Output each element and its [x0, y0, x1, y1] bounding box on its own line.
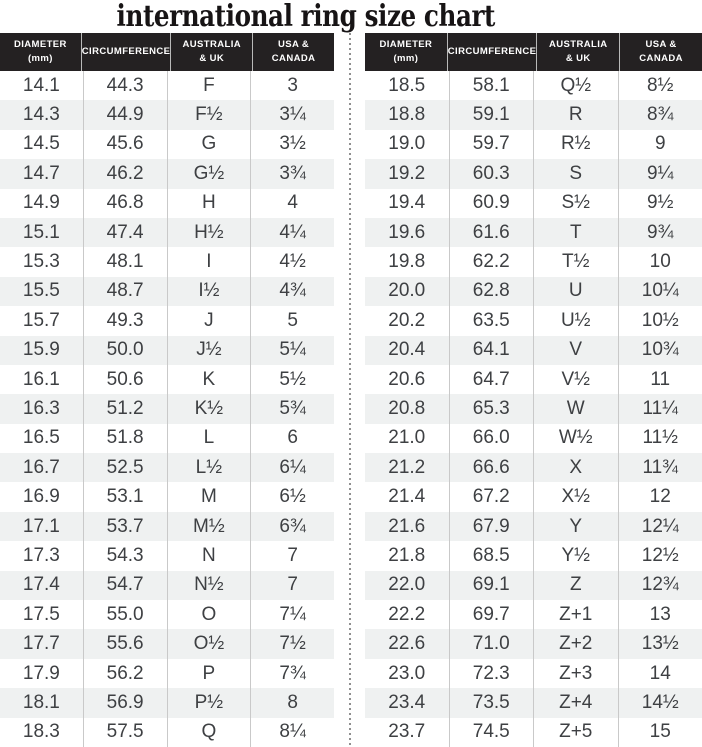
table-cell: 74.5 — [449, 718, 534, 747]
table-cell: 3 — [250, 71, 334, 100]
table-cell: 15.7 — [22, 309, 60, 331]
table-cell: I½ — [167, 277, 251, 306]
table-row — [0, 718, 334, 747]
table-cell: P — [167, 659, 251, 688]
table-cell: 4½ — [250, 247, 334, 276]
table-cell: 20.6 — [388, 368, 426, 390]
table-cell: U½ — [533, 306, 618, 335]
table-cell: 16.5 — [22, 427, 60, 449]
table-cell: 10¾ — [618, 336, 702, 365]
table-row — [365, 71, 702, 100]
table-row — [365, 718, 702, 747]
table-cell: H½ — [167, 218, 251, 247]
table-cell: 8 — [250, 688, 334, 717]
table-cell: 9¾ — [618, 218, 702, 247]
table-cell: 44.3 — [83, 71, 167, 100]
table-cell: 8¼ — [250, 718, 334, 747]
table-row — [0, 600, 334, 629]
table-cell: K — [167, 365, 251, 394]
table-row — [0, 306, 334, 335]
table-cell: 5 — [250, 306, 334, 335]
table-cell: 14.3 — [22, 104, 60, 126]
table-row — [0, 394, 334, 423]
table-cell: S — [533, 159, 618, 188]
table-cell: I — [167, 247, 251, 276]
table-cell: K½ — [167, 394, 251, 423]
table-cell: 60.9 — [449, 189, 534, 218]
column-header-australia-uk: AUSTRALIA & UK — [170, 33, 252, 71]
table-cell: 13½ — [618, 629, 702, 658]
table-cell: 4 — [250, 189, 334, 218]
table-cell: 19.8 — [388, 251, 426, 273]
table-cell: 15.1 — [22, 221, 60, 243]
table-row — [365, 189, 702, 218]
column-header-circumference: CIRCUMFERENCE — [81, 33, 171, 71]
table-cell: 51.8 — [83, 424, 167, 453]
table-row — [0, 512, 334, 541]
table-body — [365, 71, 702, 747]
table-cell: R½ — [533, 130, 618, 159]
table-cell: 19.2 — [388, 162, 426, 184]
table-cell: 16.1 — [22, 368, 60, 390]
table-cell: 55.6 — [83, 629, 167, 658]
table-cell: T — [533, 218, 618, 247]
table-row — [0, 71, 334, 100]
table-cell: 11 — [618, 365, 702, 394]
table-cell: 11¾ — [618, 453, 702, 482]
table-cell: 22.0 — [388, 574, 426, 596]
table-cell: 72.3 — [449, 659, 534, 688]
table-cell: 7½ — [250, 629, 334, 658]
table-cell: 15.9 — [22, 339, 60, 361]
table-row — [365, 100, 702, 129]
table-cell: Z — [533, 571, 618, 600]
table-cell: 54.3 — [83, 541, 167, 570]
table-row — [0, 277, 334, 306]
table-cell: Z+2 — [533, 629, 618, 658]
table-cell: 17.3 — [22, 544, 60, 566]
table-row — [0, 688, 334, 717]
table-row — [0, 659, 334, 688]
table-row — [365, 600, 702, 629]
table-cell: O½ — [167, 629, 251, 658]
table-cell: 10 — [618, 247, 702, 276]
table-cell: N — [167, 541, 251, 570]
table-cell: 4¼ — [250, 218, 334, 247]
table-row — [365, 659, 702, 688]
table-row — [365, 394, 702, 423]
table-row — [365, 688, 702, 717]
table-cell: 12½ — [618, 541, 702, 570]
table-cell: 6½ — [250, 482, 334, 511]
column-header-diameter: DIAMETER (mm) — [13, 38, 67, 64]
table-cell: W — [533, 394, 618, 423]
table-cell: 67.2 — [449, 482, 534, 511]
table-cell: 23.0 — [388, 662, 426, 684]
table-cell: 18.3 — [22, 721, 60, 743]
table-cell: 7¼ — [250, 600, 334, 629]
column-header-usa-canada: USA & CANADA — [252, 33, 334, 71]
table-row — [0, 336, 334, 365]
table-cell: 68.5 — [449, 541, 534, 570]
table-cell: P½ — [167, 688, 251, 717]
table-cell: Y — [533, 512, 618, 541]
table-row — [365, 512, 702, 541]
column-header-circumference: CIRCUMFERENCE — [447, 33, 537, 71]
table-cell: W½ — [533, 424, 618, 453]
table-cell: 14.1 — [22, 74, 60, 96]
table-row — [365, 365, 702, 394]
table-cell: Z+4 — [533, 688, 618, 717]
table-cell: Z+5 — [533, 718, 618, 747]
table-cell: 3¼ — [250, 100, 334, 129]
table-cell: 54.7 — [83, 571, 167, 600]
table-cell: 6¼ — [250, 453, 334, 482]
table-cell: 45.6 — [83, 130, 167, 159]
table-cell: 12¼ — [618, 512, 702, 541]
table-row — [365, 541, 702, 570]
table-cell: L½ — [167, 453, 251, 482]
table-cell: 16.3 — [22, 397, 60, 419]
table-cell: 58.1 — [449, 71, 534, 100]
table-cell: T½ — [533, 247, 618, 276]
table-cell: 23.4 — [388, 691, 426, 713]
table-cell: 3½ — [250, 130, 334, 159]
table-cell: Z+1 — [533, 600, 618, 629]
table-cell: 46.2 — [83, 159, 167, 188]
table-cell: H — [167, 189, 251, 218]
table-row — [365, 130, 702, 159]
table-cell: 17.7 — [22, 633, 60, 655]
table-cell: 14.7 — [22, 162, 60, 184]
table-cell: 12 — [618, 482, 702, 511]
table-cell: 14.5 — [22, 133, 60, 155]
table-cell: U — [533, 277, 618, 306]
table-cell: 22.2 — [388, 603, 426, 625]
table-row — [365, 159, 702, 188]
table-cell: 46.8 — [83, 189, 167, 218]
table-cell: 8½ — [618, 71, 702, 100]
table-cell: 49.3 — [83, 306, 167, 335]
table-cell: 9½ — [618, 189, 702, 218]
table-cell: 56.9 — [83, 688, 167, 717]
table-cell: 55.0 — [83, 600, 167, 629]
table-cell: 44.9 — [83, 100, 167, 129]
table-cell: F½ — [167, 100, 251, 129]
table-cell: 5¼ — [250, 336, 334, 365]
table-cell: 52.5 — [83, 453, 167, 482]
table-cell: V½ — [533, 365, 618, 394]
table-row — [365, 453, 702, 482]
table-cell: N½ — [167, 571, 251, 600]
table-row — [0, 629, 334, 658]
table-cell: 15.5 — [22, 280, 60, 302]
table-cell: 10½ — [618, 306, 702, 335]
table-cell: 21.4 — [388, 486, 426, 508]
table-cell: 18.1 — [22, 691, 60, 713]
table-body — [0, 71, 334, 747]
table-cell: 15.3 — [22, 251, 60, 273]
ring-size-table-right — [365, 33, 702, 747]
table-cell: 10¼ — [618, 277, 702, 306]
table-cell: 20.2 — [388, 309, 426, 331]
table-cell: 5¾ — [250, 394, 334, 423]
table-cell: 51.2 — [83, 394, 167, 423]
table-cell: 50.0 — [83, 336, 167, 365]
table-cell: 14½ — [618, 688, 702, 717]
table-row — [365, 482, 702, 511]
table-cell: 20.0 — [388, 280, 426, 302]
table-row — [365, 306, 702, 335]
column-header-usa-canada: USA & CANADA — [619, 33, 702, 71]
table-header-row — [0, 33, 334, 71]
table-cell: 9 — [618, 130, 702, 159]
column-header-australia-uk: AUSTRALIA & UK — [536, 33, 619, 71]
table-row — [0, 218, 334, 247]
table-cell: 16.9 — [22, 486, 60, 508]
table-divider-zone — [334, 33, 365, 747]
table-row — [365, 218, 702, 247]
table-cell: 17.1 — [22, 515, 60, 537]
table-cell: 12¾ — [618, 571, 702, 600]
table-cell: R — [533, 100, 618, 129]
table-row — [0, 100, 334, 129]
table-cell: 6 — [250, 424, 334, 453]
table-cell: 53.1 — [83, 482, 167, 511]
table-cell: J½ — [167, 336, 251, 365]
table-cell: 21.2 — [388, 456, 426, 478]
table-cell: 20.4 — [388, 339, 426, 361]
table-cell: 48.7 — [83, 277, 167, 306]
table-row — [0, 453, 334, 482]
table-cell: 21.6 — [388, 515, 426, 537]
table-cell: 11½ — [618, 424, 702, 453]
table-row — [365, 571, 702, 600]
table-cell: 66.0 — [449, 424, 534, 453]
table-cell: X½ — [533, 482, 618, 511]
table-cell: 19.4 — [388, 192, 426, 214]
dotted-divider-line — [349, 33, 351, 747]
table-cell: O — [167, 600, 251, 629]
table-cell: 59.7 — [449, 130, 534, 159]
table-cell: 50.6 — [83, 365, 167, 394]
table-cell: 63.5 — [449, 306, 534, 335]
table-cell: 69.1 — [449, 571, 534, 600]
column-header-diameter: DIAMETER (mm) — [379, 38, 433, 64]
table-cell: 7 — [250, 541, 334, 570]
table-cell: 6¾ — [250, 512, 334, 541]
table-cell: 56.2 — [83, 659, 167, 688]
table-cell: 14.9 — [22, 192, 60, 214]
table-row — [365, 247, 702, 276]
table-cell: 17.9 — [22, 662, 60, 684]
table-cell: V — [533, 336, 618, 365]
table-cell: 3¾ — [250, 159, 334, 188]
table-cell: 19.6 — [388, 221, 426, 243]
table-cell: 14 — [618, 659, 702, 688]
table-cell: 7 — [250, 571, 334, 600]
table-cell: 21.8 — [388, 544, 426, 566]
page-title: international ring size chart — [116, 0, 496, 34]
table-cell: 47.4 — [83, 218, 167, 247]
table-cell: 22.6 — [388, 633, 426, 655]
table-cell: 53.7 — [83, 512, 167, 541]
table-row — [0, 130, 334, 159]
table-cell: 59.1 — [449, 100, 534, 129]
table-cell: 64.7 — [449, 365, 534, 394]
table-cell: 4¾ — [250, 277, 334, 306]
table-cell: Z+3 — [533, 659, 618, 688]
table-cell: F — [167, 71, 251, 100]
table-header-row — [365, 33, 702, 71]
table-cell: 9¼ — [618, 159, 702, 188]
table-cell: 19.0 — [388, 133, 426, 155]
tables-container — [0, 33, 702, 747]
table-cell: Q½ — [533, 71, 618, 100]
table-cell: 16.7 — [22, 456, 60, 478]
table-cell: 71.0 — [449, 629, 534, 658]
table-cell: 18.8 — [388, 104, 426, 126]
table-row — [0, 247, 334, 276]
table-cell: 60.3 — [449, 159, 534, 188]
table-row — [365, 424, 702, 453]
table-row — [0, 365, 334, 394]
table-cell: 23.7 — [388, 721, 426, 743]
table-cell: 73.5 — [449, 688, 534, 717]
table-cell: 62.2 — [449, 247, 534, 276]
table-row — [0, 541, 334, 570]
table-cell: 18.5 — [388, 74, 426, 96]
table-cell: 48.1 — [83, 247, 167, 276]
table-cell: 21.0 — [388, 427, 426, 449]
table-row — [0, 424, 334, 453]
table-cell: 64.1 — [449, 336, 534, 365]
table-cell: 62.8 — [449, 277, 534, 306]
table-cell: G — [167, 130, 251, 159]
table-cell: J — [167, 306, 251, 335]
table-cell: 69.7 — [449, 600, 534, 629]
table-cell: 17.4 — [22, 574, 60, 596]
table-row — [0, 571, 334, 600]
table-row — [365, 629, 702, 658]
table-cell: 65.3 — [449, 394, 534, 423]
table-cell: 11¼ — [618, 394, 702, 423]
table-cell: 5½ — [250, 365, 334, 394]
table-cell: 7¾ — [250, 659, 334, 688]
table-cell: 13 — [618, 600, 702, 629]
table-cell: Q — [167, 718, 251, 747]
table-cell: S½ — [533, 189, 618, 218]
table-row — [365, 277, 702, 306]
table-cell: L — [167, 424, 251, 453]
table-row — [0, 189, 334, 218]
table-cell: 67.9 — [449, 512, 534, 541]
table-cell: M½ — [167, 512, 251, 541]
table-cell: Y½ — [533, 541, 618, 570]
table-cell: X — [533, 453, 618, 482]
table-row — [365, 336, 702, 365]
ring-size-table-left — [0, 33, 334, 747]
table-row — [0, 159, 334, 188]
table-cell: 20.8 — [388, 397, 426, 419]
table-row — [0, 482, 334, 511]
table-cell: 8¾ — [618, 100, 702, 129]
table-cell: 57.5 — [83, 718, 167, 747]
table-cell: G½ — [167, 159, 251, 188]
table-cell: 66.6 — [449, 453, 534, 482]
table-cell: 61.6 — [449, 218, 534, 247]
title-row — [0, 0, 702, 33]
table-cell: 15 — [618, 718, 702, 747]
table-cell: 17.5 — [22, 603, 60, 625]
table-cell: M — [167, 482, 251, 511]
